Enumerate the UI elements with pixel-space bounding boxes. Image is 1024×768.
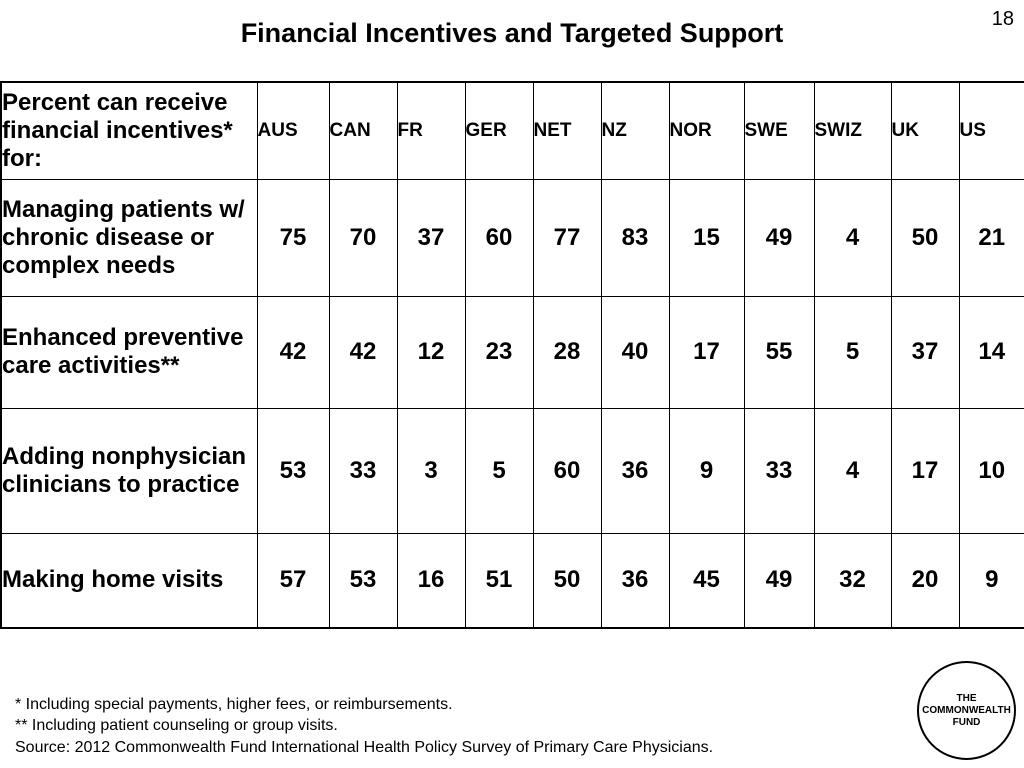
table-row [1, 296, 1024, 408]
row-label: Making home visits [1, 533, 257, 628]
value-cell: 10 [959, 408, 1024, 533]
value-cell: 14 [959, 296, 1024, 408]
value-cell: 60 [465, 179, 533, 296]
value-cell: 49 [744, 533, 814, 628]
value-cell: 53 [257, 408, 329, 533]
country-header: US [959, 82, 1024, 179]
value-cell: 15 [669, 179, 744, 296]
row-label: Managing patients w/ chronic disease or complex needs [1, 179, 257, 296]
value-cell: 50 [533, 533, 601, 628]
page-number: 18 [991, 8, 1014, 30]
value-cell: 75 [257, 179, 329, 296]
value-cell: 51 [465, 533, 533, 628]
value-cell: 36 [601, 533, 669, 628]
value-cell: 28 [533, 296, 601, 408]
country-header: CAN [329, 82, 397, 179]
value-cell: 49 [744, 179, 814, 296]
value-cell: 40 [601, 296, 669, 408]
country-header: NET [533, 82, 601, 179]
value-cell: 36 [601, 408, 669, 533]
value-cell: 57 [257, 533, 329, 628]
footnotes [15, 694, 713, 758]
value-cell: 37 [891, 296, 959, 408]
country-header: SWE [744, 82, 814, 179]
value-cell: 16 [397, 533, 465, 628]
value-cell: 5 [465, 408, 533, 533]
country-header: GER [465, 82, 533, 179]
country-header: NOR [669, 82, 744, 179]
table-header-row [1, 82, 1024, 179]
table-row [1, 179, 1024, 296]
country-header: FR [397, 82, 465, 179]
value-cell: 37 [397, 179, 465, 296]
value-cell: 9 [959, 533, 1024, 628]
value-cell: 45 [669, 533, 744, 628]
country-header: SWIZ [814, 82, 891, 179]
value-cell: 83 [601, 179, 669, 296]
value-cell: 42 [257, 296, 329, 408]
value-cell: 4 [814, 408, 891, 533]
country-header: UK [891, 82, 959, 179]
row-label: Enhanced preventive care activities** [1, 296, 257, 408]
value-cell: 21 [959, 179, 1024, 296]
logo-line: THE [956, 692, 977, 704]
value-cell: 55 [744, 296, 814, 408]
value-cell: 17 [669, 296, 744, 408]
value-cell: 5 [814, 296, 891, 408]
value-cell: 50 [891, 179, 959, 296]
value-cell: 70 [329, 179, 397, 296]
table-header-label: Percent can receive financial incentives* for: [1, 82, 257, 179]
value-cell: 12 [397, 296, 465, 408]
logo-line: FUND [952, 716, 981, 728]
source-note: Source: 2012 Commonwealth Fund International Health Policy Survey of Primary Care Physicians. [15, 739, 714, 756]
value-cell: 20 [891, 533, 959, 628]
value-cell: 23 [465, 296, 533, 408]
logo-line: COMMONWEALTH [922, 704, 1011, 716]
commonwealth-fund-logo [917, 661, 1016, 760]
slide-title: Financial Incentives and Targeted Support [240, 18, 784, 48]
value-cell: 32 [814, 533, 891, 628]
value-cell: 4 [814, 179, 891, 296]
country-header: NZ [601, 82, 669, 179]
value-cell: 3 [397, 408, 465, 533]
footnote-2: ** Including patient counseling or group visits. [15, 717, 338, 734]
country-header: AUS [257, 82, 329, 179]
row-label: Adding nonphysician clinicians to practice [1, 408, 257, 533]
value-cell: 17 [891, 408, 959, 533]
value-cell: 33 [329, 408, 397, 533]
table-row [1, 533, 1024, 628]
value-cell: 77 [533, 179, 601, 296]
value-cell: 60 [533, 408, 601, 533]
value-cell: 42 [329, 296, 397, 408]
value-cell: 53 [329, 533, 397, 628]
value-cell: 9 [669, 408, 744, 533]
incentives-table [0, 81, 1024, 629]
table-row [1, 408, 1024, 533]
footnote-1: * Including special payments, higher fees, or reimbursements. [15, 696, 453, 713]
value-cell: 33 [744, 408, 814, 533]
